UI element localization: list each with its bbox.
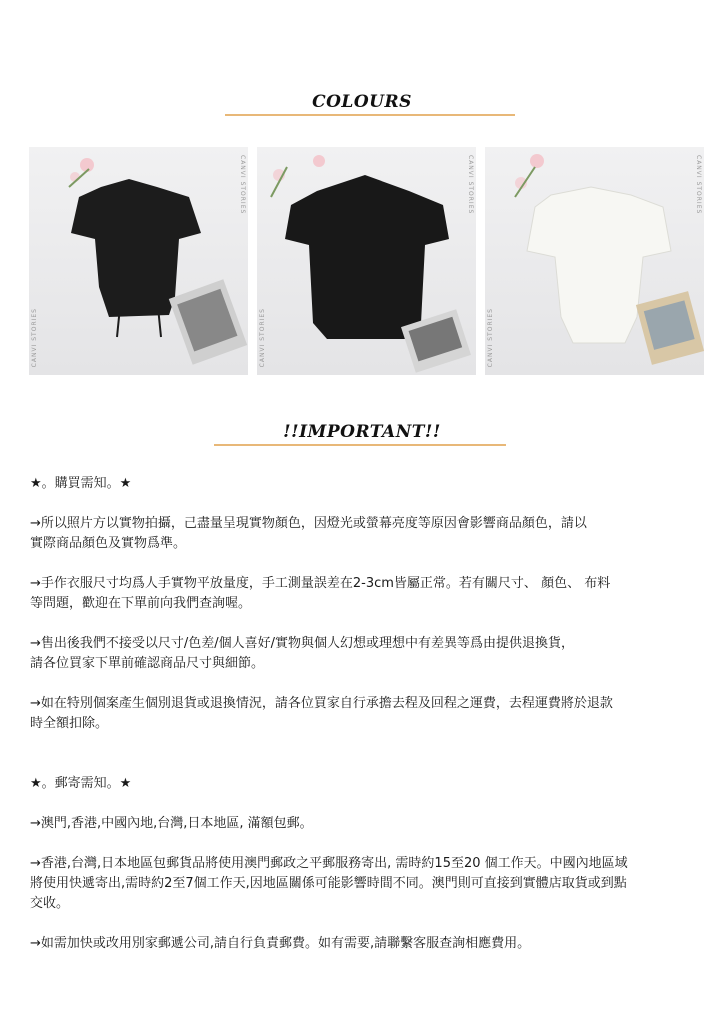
important-underline [214,444,506,446]
photo-brand-watermark: CANVI STORIES [467,155,474,215]
black-blouse-back-illustration [257,147,476,375]
product-photo-black-front [29,147,248,375]
product-photo-black-back [257,147,476,375]
product-photo-white-front [485,147,704,375]
photo-brand-watermark: CANVI STORIES [487,307,494,367]
notice-content [30,474,690,974]
shipping-notice-paragraph: →如需加快或改用別家郵遞公司,請自行負責郵費。如有需要,請聯繫客服查詢相應費用。 [30,936,531,951]
photo-brand-watermark: CANVI STORIES [31,307,38,367]
purchase-notice-paragraph: →售出後我們不接受以尺寸/色差/個人喜好/實物與個人幻想或理想中有差異等爲由提供退換貨， 請各位買家下單前確認商品尺寸與細節。 [30,636,575,671]
shipping-notice-paragraph: →香港,台灣,日本地區包郵貨品將使用澳門郵政之平郵服務寄出, 需時約15至20 個工作天。中國內地區域 將使用快遞寄出,需時約2至7個工作天,因地區關係可能影響時間不同。澳門則可直接到實體店取貨或到點 交收。 [30,856,628,911]
photo-brand-watermark: CANVI STORIES [239,155,246,215]
photo-brand-watermark: CANVI STORIES [695,155,702,215]
purchase-notice-paragraph: →所以照片方以實物拍攝，己盡量呈現實物顏色，因燈光或螢幕亮度等原因會影響商品顏色，請以 實際商品顏色及實物爲準。 [30,516,587,551]
shipping-notice-title: ★。郵寄需知。★ [30,776,132,791]
photo-brand-watermark: CANVI STORIES [259,307,266,367]
purchase-notice-title: ★。購買需知。★ [30,476,132,491]
white-blouse-front-illustration [485,147,704,375]
colours-underline [225,114,515,116]
important-heading: !!IMPORTANT!! [283,422,441,442]
purchase-notice-paragraph: →如在特別個案產生個別退貨或退換情況，請各位買家自行承擔去程及回程之運費，去程運費將於退款 時全額扣除。 [30,696,613,731]
shipping-notice-paragraph: →澳門,香港,中國內地,台灣,日本地區, 滿額包郵。 [30,816,313,831]
black-blouse-front-illustration [29,147,248,375]
purchase-notice-paragraph: →手作衣服尺寸均爲人手實物平放量度，手工測量誤差在2-3cm皆屬正常。若有關尺寸、 顏色、 布料 等問題，歡迎在下單前向我們查詢喔。 [30,576,611,611]
colours-heading: COLOURS [312,92,412,112]
